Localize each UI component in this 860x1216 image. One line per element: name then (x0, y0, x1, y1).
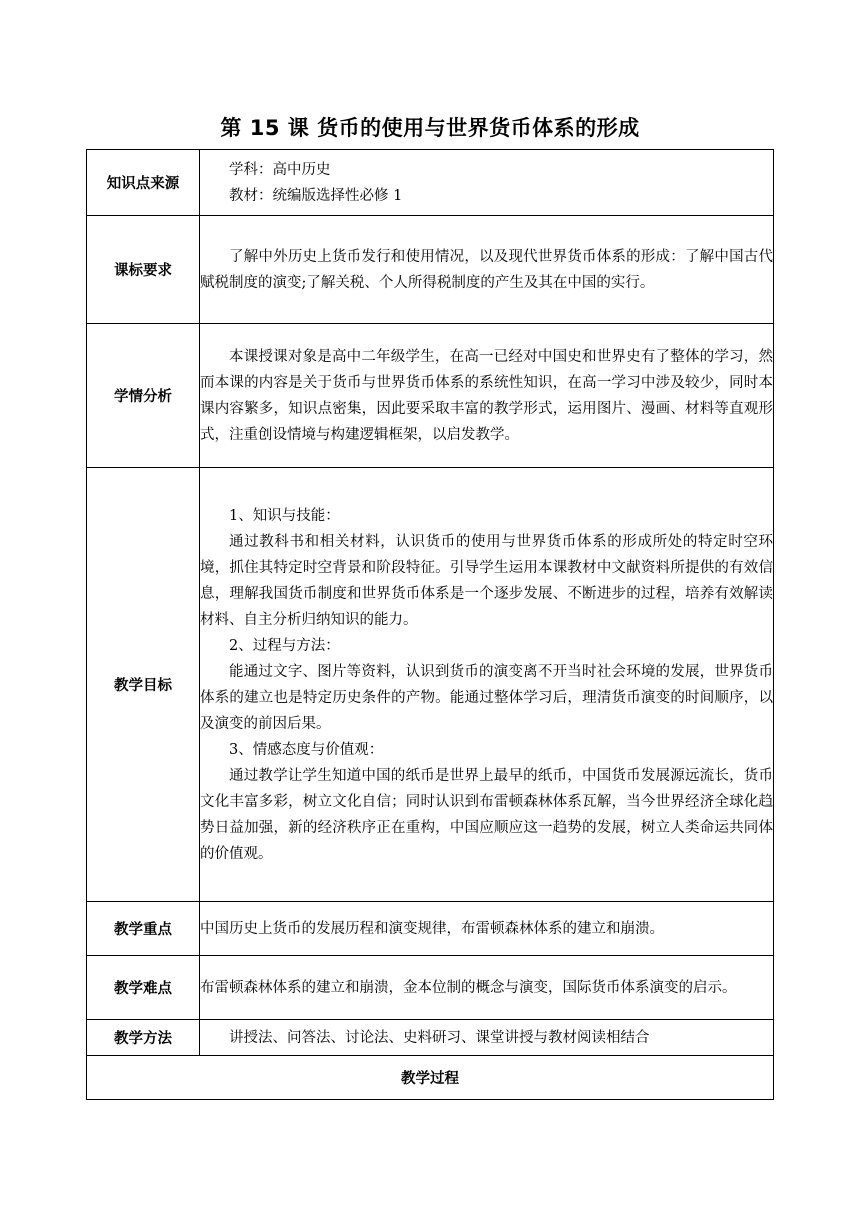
row-content (200, 150, 774, 216)
row-label: 教学目标 (87, 468, 200, 902)
lesson-plan-table (86, 149, 774, 1100)
learner-analysis-text: 本课授课对象是高中二年级学生，在高一已经对中国史和世界史有了整体的学习，然而本课的内容是关于货币与世界货币体系的系统性知识，在高一学习中涉及较少，同时本课内容繁多，知识点密集，因此要采取丰富的教学形式，运用图片、漫画、材料等直观形式，注重创设情境与构建逻辑框架，以启发教学。 (200, 348, 773, 443)
table-row (87, 324, 774, 468)
row-label: 课标要求 (87, 216, 200, 324)
objective-heading: 1、知识与技能： (229, 507, 340, 524)
table-row (87, 468, 774, 902)
table-row (87, 1056, 774, 1100)
methods-text: 讲授法、问答法、讨论法、史料研习、课堂讲授与教材阅读相结合 (229, 1029, 650, 1046)
textbook-line: 教材：统编版选择性必修 1 (229, 187, 403, 204)
row-content (200, 902, 774, 956)
subject-line: 学科：高中历史 (229, 161, 331, 178)
table-row (87, 150, 774, 216)
page-title: 第 15 课 货币的使用与世界货币体系的形成 (220, 116, 640, 140)
difficulties-text: 布雷顿森林体系的建立和崩溃，金本位制的概念与演变，国际货币体系演变的启示。 (200, 979, 737, 996)
row-label: 教学重点 (87, 902, 200, 956)
table-row (87, 956, 774, 1020)
objective-text: 通过教科书和相关材料，认识货币的使用与世界货币体系的形成所处的特定时空环境，抓住其特定时空背景和阶段特征。引导学生运用本课教材中文献资料所提供的有效信息，理解我国货币制度和世界货币体系是一个逐步发展、不断进步的过程，培养有效解读材料、自主分析归纳知识的能力。 (200, 533, 773, 628)
row-content (200, 216, 774, 324)
row-content (200, 956, 774, 1020)
table-row (87, 1020, 774, 1056)
row-label: 教学难点 (87, 956, 200, 1020)
objective-text: 能通过文字、图片等资料，认识到货币的演变离不开当时社会环境的发展，世界货币体系的建立也是特定历史条件的产物。能通过整体学习后，理清货币演变的时间顺序，以及演变的前因后果。 (200, 663, 773, 732)
row-content (200, 1020, 774, 1056)
row-label: 学情分析 (87, 324, 200, 468)
row-label: 教学方法 (87, 1020, 200, 1056)
objective-heading: 3、情感态度与价值观： (229, 741, 384, 758)
teaching-process-header: 教学过程 (87, 1056, 774, 1100)
curriculum-text: 了解中外历史上货币发行和使用情况，以及现代世界货币体系的形成：了解中国古代赋税制度的演变;了解关税、个人所得税制度的产生及其在中国的实行。 (200, 248, 773, 291)
objective-text: 通过教学让学生知道中国的纸币是世界上最早的纸币，中国货币发展源远流长，货币文化丰富多彩，树立文化自信；同时认识到布雷顿森林体系瓦解，当今世界经济全球化趋势日益加强，新的经济秩序正在重构，中国应顺应这一趋势的发展，树立人类命运共同体的价值观。 (200, 767, 773, 862)
row-content (200, 468, 774, 902)
row-label: 知识点来源 (87, 150, 200, 216)
table-row (87, 902, 774, 956)
row-content (200, 324, 774, 468)
objective-heading: 2、过程与方法： (229, 637, 340, 654)
table-row (87, 216, 774, 324)
key-points-text: 中国历史上货币的发展历程和演变规律，布雷顿森林体系的建立和崩溃。 (200, 920, 664, 937)
